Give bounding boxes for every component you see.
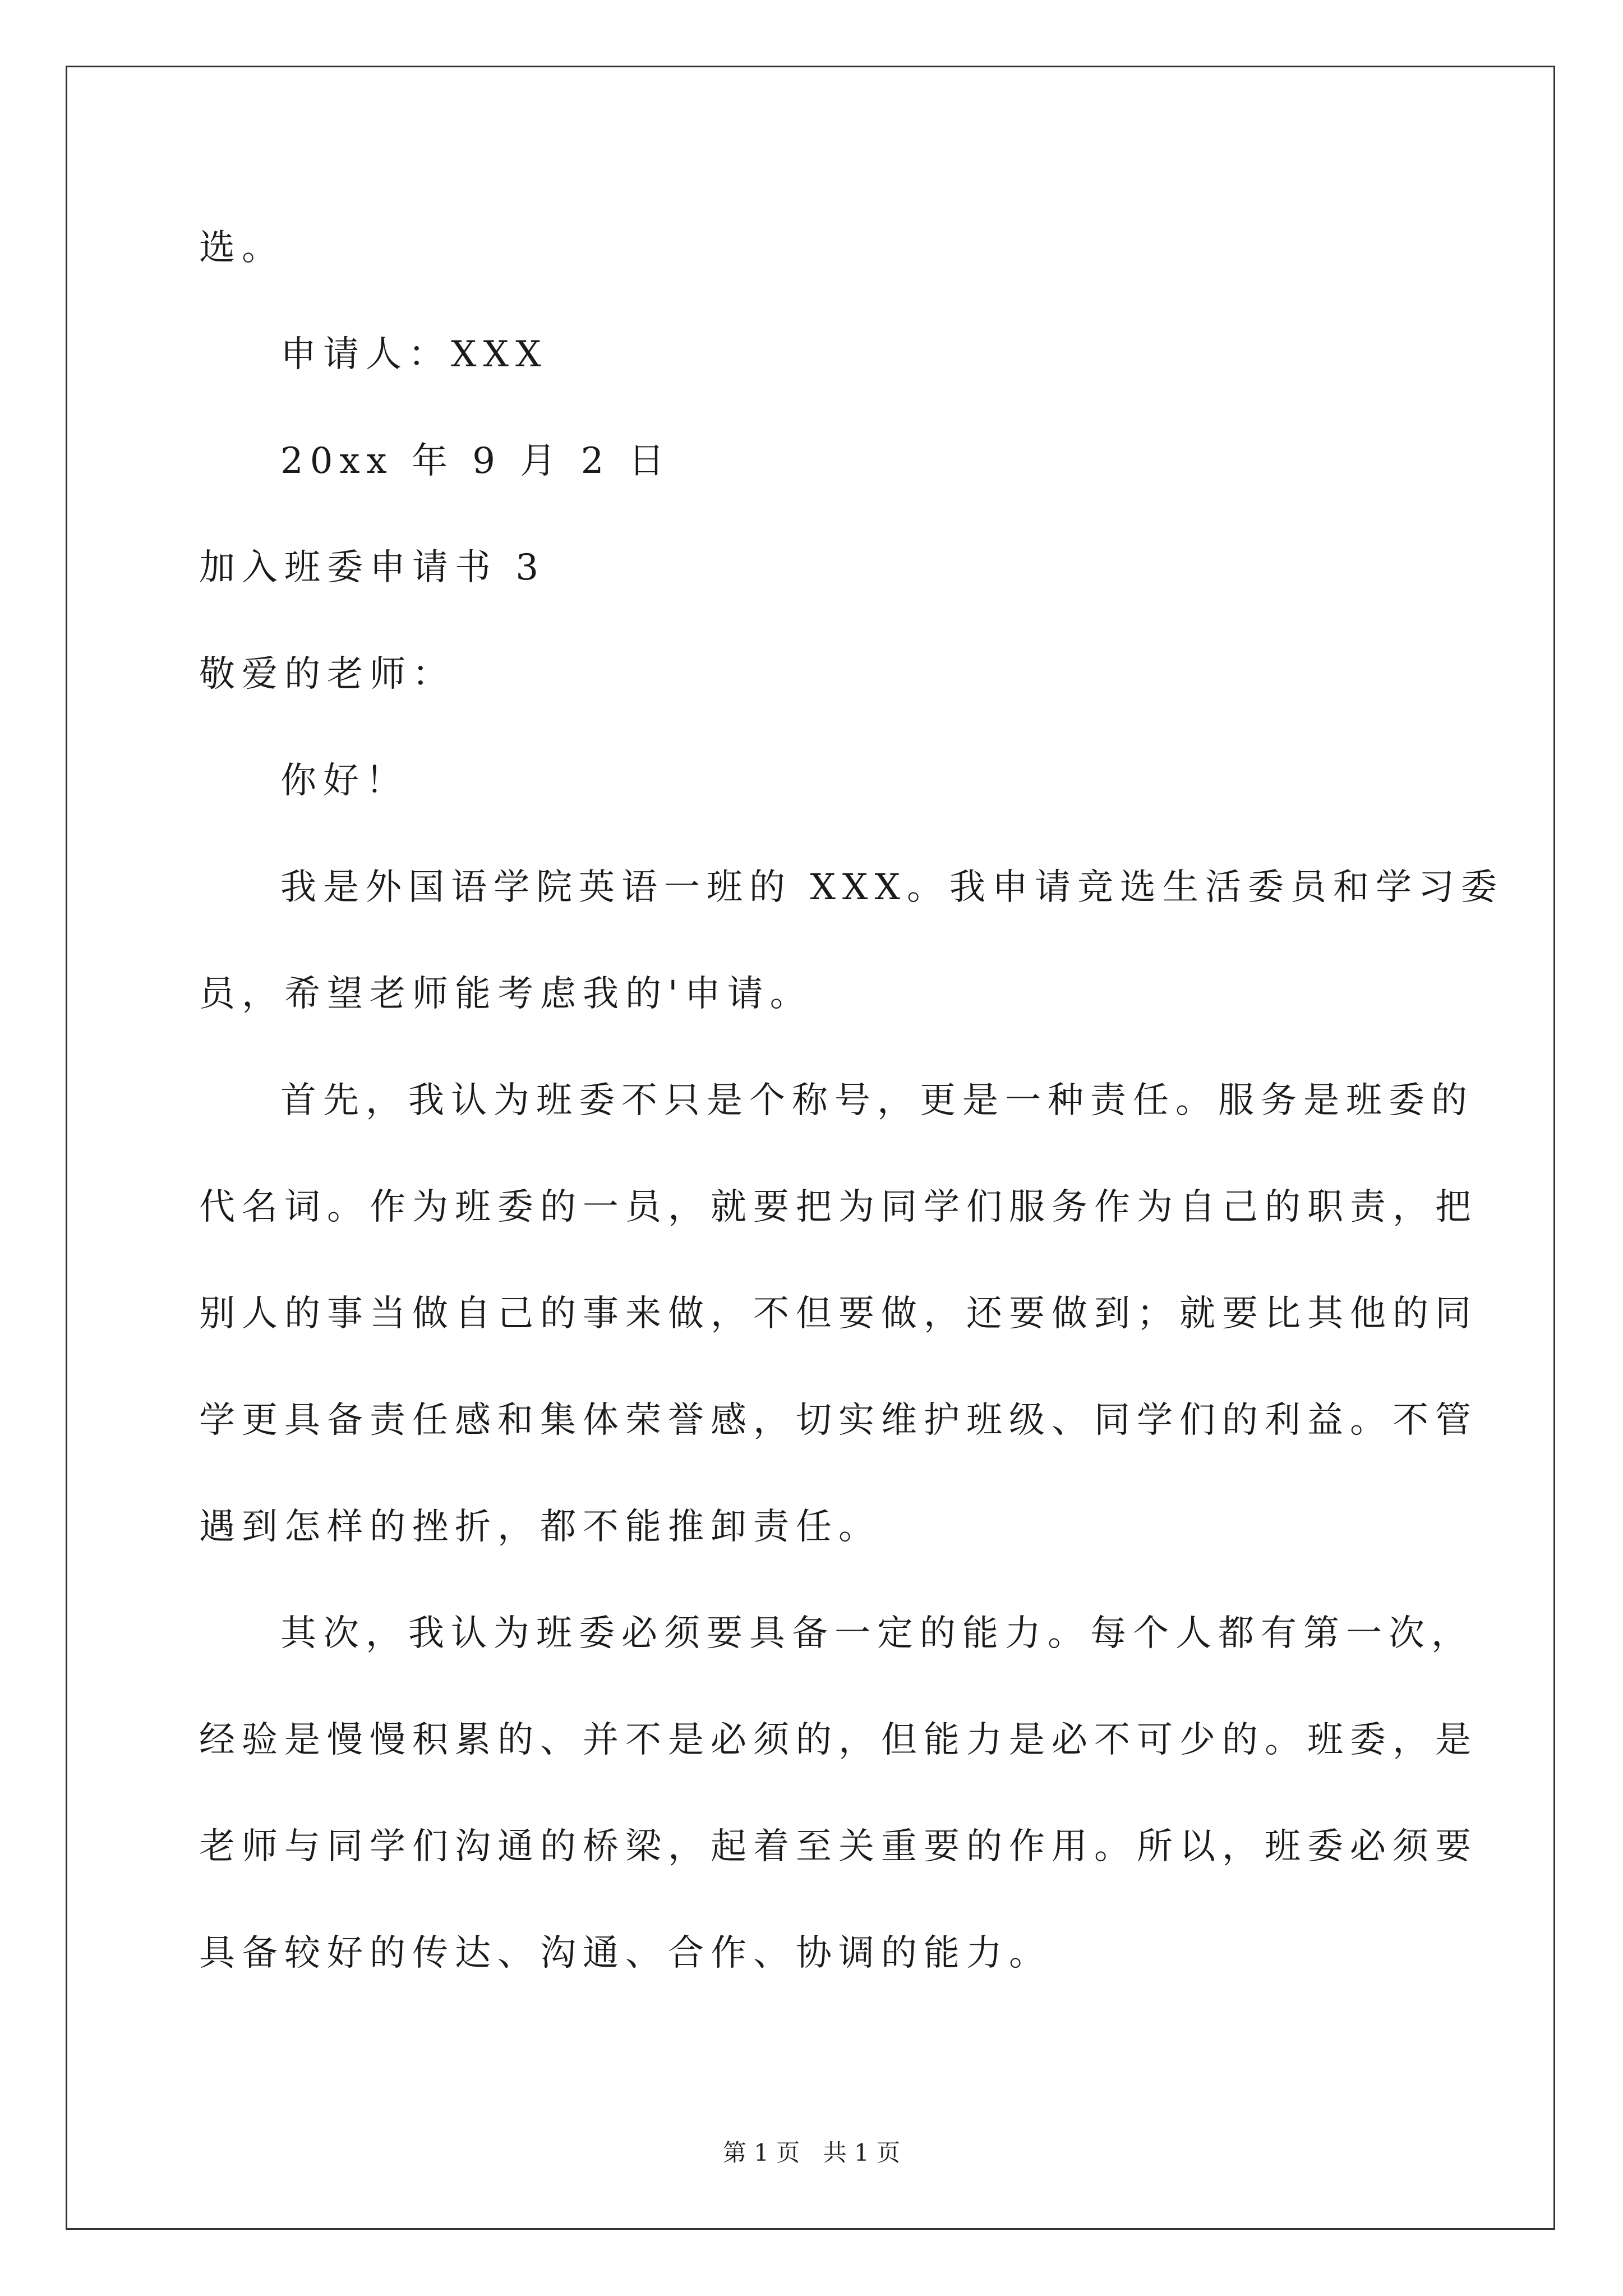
page-footer: [0, 2141, 1623, 2165]
paragraph-2-line-4: 学更具备责任感和集体荣誉感，切实维护班级、同学们的利益。不管: [199, 1400, 1478, 1441]
applicant-line: 申请人：XXX: [280, 334, 548, 375]
paragraph-2-line-5: 遇到怎样的挫折，都不能推卸责任。: [199, 1506, 881, 1548]
paragraph-3-line-3: 老师与同学们沟通的桥梁，起着至关重要的作用。所以，班委必须要: [199, 1826, 1478, 1867]
paragraph-3-line-2: 经验是慢慢积累的、并不是必须的，但能力是必不可少的。班委，是: [199, 1719, 1478, 1761]
paragraph-1-line-1: 我是外国语学院英语一班的 XXX。我申请竞选生活委员和学习委: [280, 867, 1504, 908]
greeting: 你好！: [280, 760, 408, 802]
paragraph-1-line-2: 员，希望老师能考虑我的'申请。: [199, 973, 813, 1015]
paragraph-2-line-2: 代名词。作为班委的一员，就要把为同学们服务作为自己的职责，把: [199, 1186, 1478, 1228]
page-number: 第 1 页: [722, 2139, 800, 2166]
page-border: [66, 66, 1555, 2230]
paragraph-2-line-3: 别人的事当做自己的事来做，不但要做，还要做到；就要比其他的同: [199, 1293, 1478, 1335]
paragraph-3-line-1: 其次，我认为班委必须要具备一定的能力。每个人都有第一次，: [280, 1613, 1474, 1654]
text-line-1: 选。: [199, 227, 284, 269]
date-line: 20xx 年 9 月 2 日: [280, 440, 671, 482]
page-total: 共 1 页: [823, 2139, 901, 2166]
section-title: 加入班委申请书 3: [199, 547, 546, 588]
paragraph-2-line-1: 首先，我认为班委不只是个称号，更是一种责任。服务是班委的: [280, 1080, 1474, 1121]
salutation: 敬爱的老师：: [199, 654, 455, 695]
paragraph-3-line-4: 具备较好的传达、沟通、合作、协调的能力。: [199, 1932, 1052, 1974]
